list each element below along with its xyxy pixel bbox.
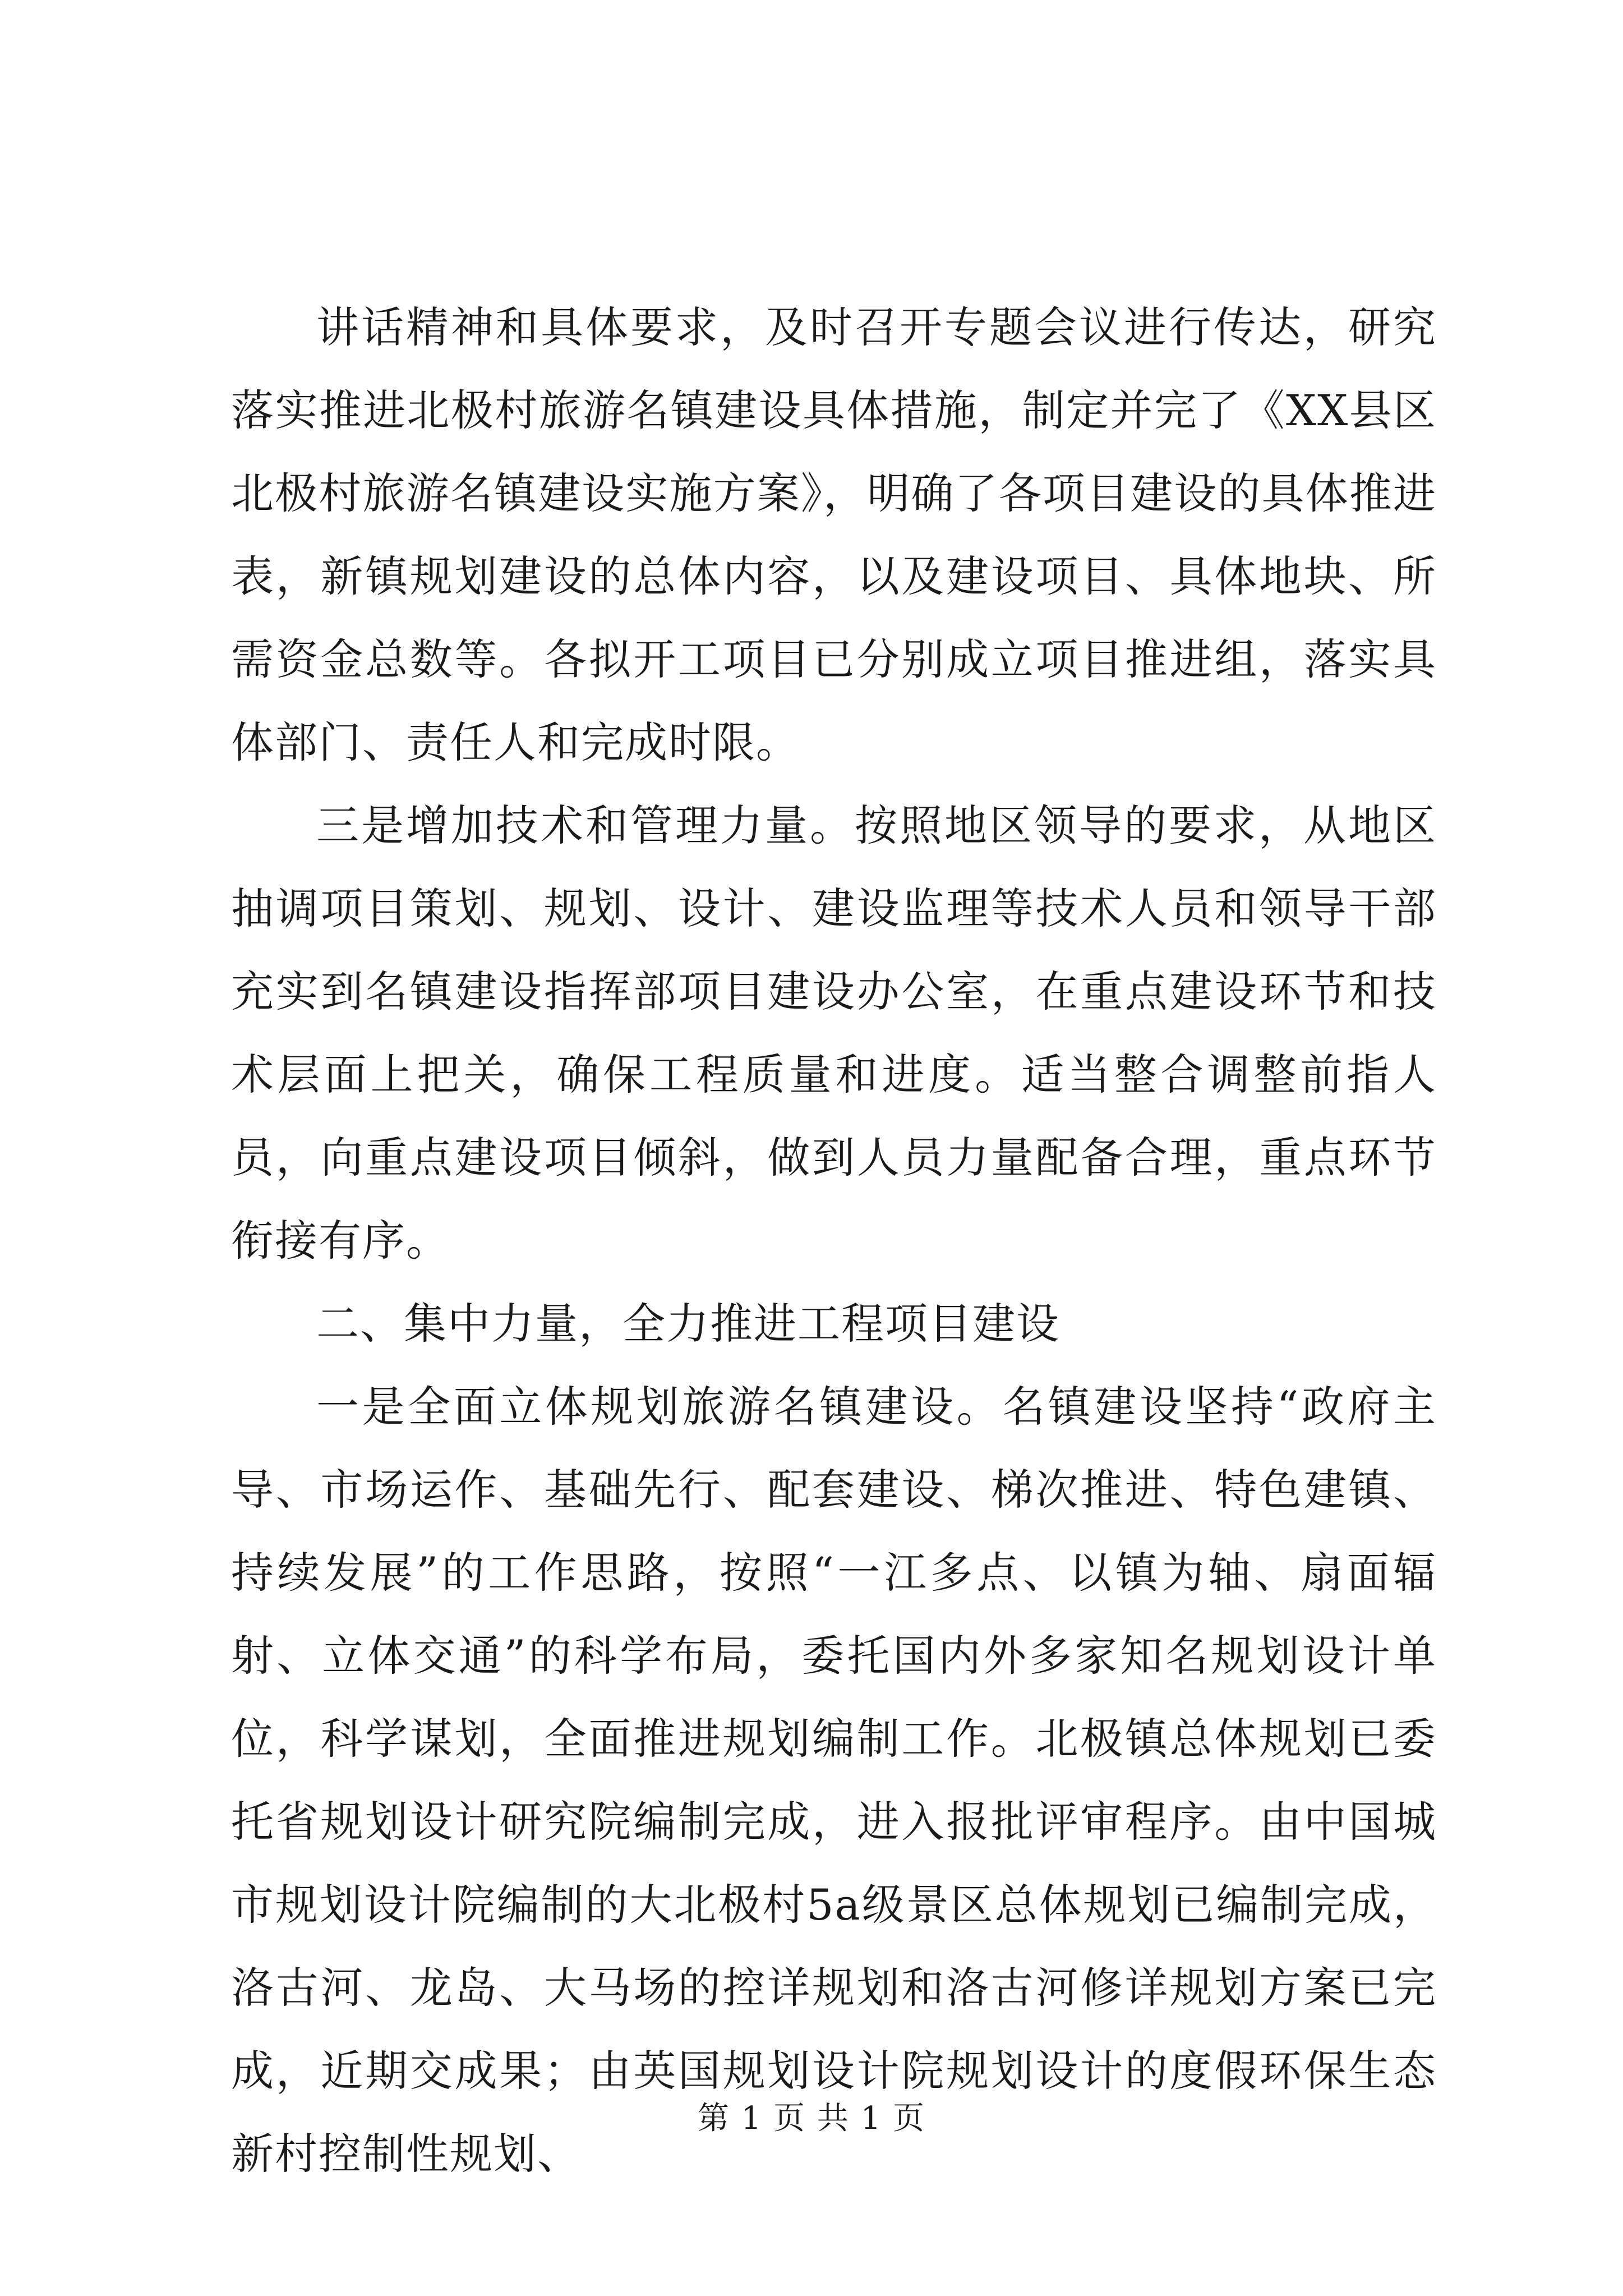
section-heading: 二、集中力量，全力推进工程项目建设 (316, 1299, 1060, 1349)
page-footer: 第 1 页 共 1 页 (697, 2100, 926, 2137)
document-body (231, 286, 1437, 2196)
paragraph-3: 一是全面立体规划旅游名镇建设。名镇建设坚持“政府主导、市场运作、基础先行、配套建设、梯次推进、特色建镇、持续发展”的工作思路，按照“一江多点、以镇为轴、扇面辐射、立体交通”的科学布局，委托国内外多家知名规划设计单位，科学谋划，全面推进规划编制工作。北极镇总体规划已委托省规划设计研究院编制完成，进入报批评审程序。由中国城市规划设计院编制的大北极村5a级景区总体规划已编制完成，洛古河、龙岛、大马场的控详规划和洛古河修详规划方案已完成，近期交成果；由英国规划设计院规划设计的度假环保生态新村控制性规划、 (231, 1382, 1437, 2179)
paragraph-2: 三是增加技术和管理力量。按照地区领导的要求，从地区抽调项目策划、规划、设计、建设监理等技术人员和领导干部充实到名镇建设指挥部项目建设办公室，在重点建设环节和技术层面上把关，确保工程质量和进度。适当整合调整前指人员，向重点建设项目倾斜，做到人员力量配备合理，重点环节衔接有序。 (231, 800, 1437, 1266)
paragraph-1: 讲话精神和具体要求，及时召开专题会议进行传达，研究落实推进北极村旅游名镇建设具体措施，制定并完了《XX县区北极村旅游名镇建设实施方案》，明确了各项目建设的具体推进表，新镇规划建设的总体内容，以及建设项目、具体地块、所需资金总数等。各拟开工项目已分别成立项目推进组，落实具体部门、责任人和完成时限。 (231, 302, 1437, 767)
